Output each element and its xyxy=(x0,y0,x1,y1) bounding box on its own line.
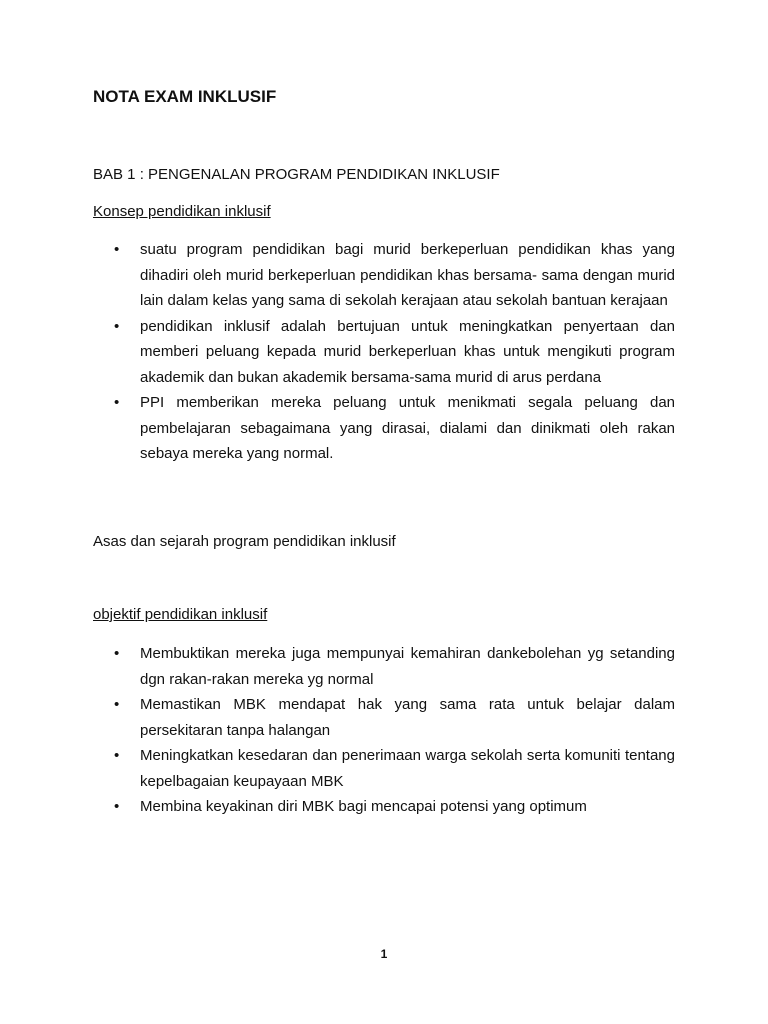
section-heading-asas: Asas dan sejarah program pendidikan inklusif xyxy=(93,533,396,550)
list-item-text: PPI memberikan mereka peluang untuk menikmati segala peluang dan pembelajaran sebagaimana yang dirasai, dialami dan dinikmati oleh rakan sebaya mereka yang normal. xyxy=(140,394,675,462)
list-item-text: pendidikan inklusif adalah bertujuan untuk meningkatkan penyertaan dan memberi peluang kepada murid berkeperluan khas untuk mengikuti program akademik dan bukan akademik bersama-sama murid di arus perdana xyxy=(140,317,675,386)
list-item xyxy=(93,692,675,743)
bullet-icon: • xyxy=(114,241,120,258)
list-item-text: Memastikan MBK mendapat hak yang sama rata untuk belajar dalam persekitaran tanpa halangan xyxy=(140,696,675,739)
list-item xyxy=(93,743,675,794)
list-item xyxy=(93,237,675,314)
chapter-heading: BAB 1 : PENGENALAN PROGRAM PENDIDIKAN INKLUSIF xyxy=(93,166,500,183)
bullet-list-konsep xyxy=(93,237,675,467)
section-heading-objektif: objektif pendidikan inklusif xyxy=(93,606,268,623)
list-item xyxy=(93,641,675,692)
page-number: 1 xyxy=(380,947,388,961)
list-item-text: Membuktikan mereka juga mempunyai kemahiran dankebolehan yg setanding dgn rakan-rakan mereka yg normal xyxy=(140,645,675,688)
bullet-icon: • xyxy=(114,394,120,411)
bullet-icon: • xyxy=(114,798,120,815)
bullet-icon: • xyxy=(114,317,120,335)
list-item xyxy=(93,314,675,391)
document-title: NOTA EXAM INKLUSIF xyxy=(93,87,277,106)
list-item-text: suatu program pendidikan bagi murid berkeperluan pendidikan khas yang dihadiri oleh murid berkeperluan pendidikan khas bersama- sama dengan murid lain dalam kelas yang sama di sekolah kerajaan atau sekolah bantuan kerajaan xyxy=(140,241,675,309)
list-item xyxy=(93,794,675,820)
bullet-icon: • xyxy=(114,696,120,713)
bullet-icon: • xyxy=(114,747,120,764)
section-heading-konsep: Konsep pendidikan inklusif xyxy=(93,203,271,220)
bullet-icon: • xyxy=(114,645,120,662)
list-item-text: Membina keyakinan diri MBK bagi mencapai potensi yang optimum xyxy=(140,798,587,815)
list-item-text: Meningkatkan kesedaran dan penerimaan warga sekolah serta komuniti tentang kepelbagaian keupayaan MBK xyxy=(140,747,675,790)
bullet-list-objektif xyxy=(93,641,675,820)
list-item xyxy=(93,390,675,467)
